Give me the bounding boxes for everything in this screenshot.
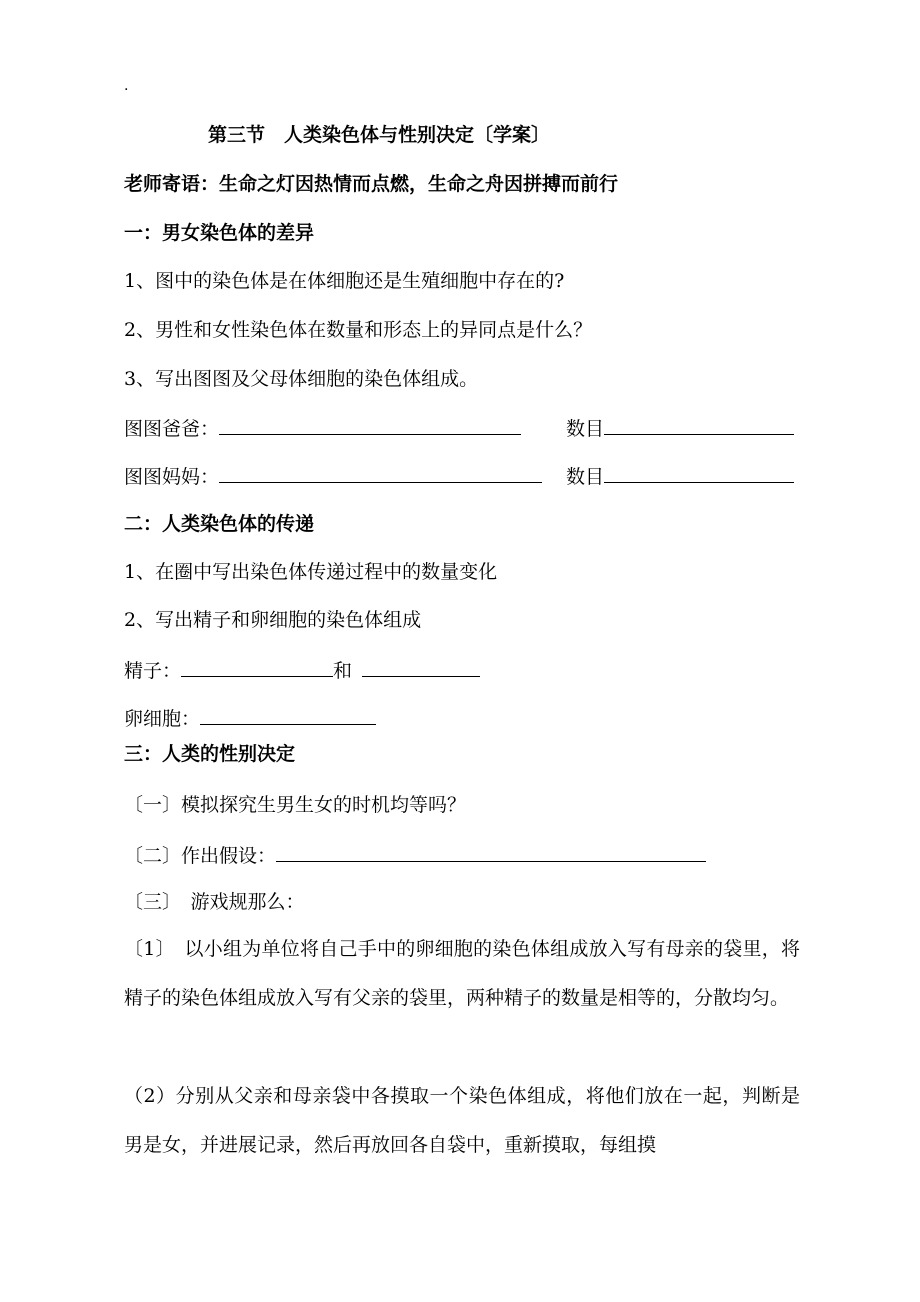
hypothesis-blank[interactable]	[276, 841, 706, 862]
section1-question-3: 3、写出图图及父母体细胞的染色体组成。	[124, 368, 479, 390]
section2-heading: 二：人类染色体的传递	[124, 513, 315, 535]
section1-heading: 一：男女染色体的差异	[124, 222, 315, 244]
egg-row	[124, 704, 376, 732]
section1-question-1: 1、图中的染色体是在体细胞还是生殖细胞中存在的?	[124, 270, 565, 292]
section3-item-2-row	[124, 841, 706, 869]
mom-count-row	[566, 462, 794, 490]
egg-blank[interactable]	[200, 704, 376, 725]
dad-count-row	[566, 414, 794, 442]
sperm-blank-1[interactable]	[181, 656, 333, 677]
sperm-row	[124, 656, 480, 684]
mom-answer-blank[interactable]	[219, 462, 542, 483]
egg-label: 卵细胞：	[124, 708, 201, 730]
page-title: 第三节 人类染色体与性别决定〔学案〕	[208, 124, 551, 146]
section3-heading: 三：人类的性别决定	[124, 743, 296, 765]
dad-count-blank[interactable]	[604, 414, 794, 435]
section3-item-2: 〔二〕作出假设：	[124, 845, 277, 867]
section2-question-1: 1、在圈中写出染色体传递过程中的数量变化	[124, 561, 498, 583]
dad-answer-blank[interactable]	[219, 414, 521, 435]
and-label: 和	[333, 660, 353, 682]
page-dot: .	[124, 78, 129, 94]
mom-count-label: 数目	[566, 466, 605, 488]
sperm-label: 精子：	[124, 660, 182, 682]
dad-row	[124, 414, 521, 442]
mom-row	[124, 462, 542, 490]
dad-count-label: 数目	[566, 418, 605, 440]
teacher-motto: 老师寄语：生命之灯因热情而点燃，生命之舟因拼搏而前行	[124, 173, 619, 195]
rule-2-paragraph: （2）分别从父亲和母亲袋中各摸取一个染色体组成，将他们放在一起，判断是男是女，并进展记录，然后再放回各自袋中，重新摸取，每组摸	[124, 1085, 800, 1156]
sperm-blank-2[interactable]	[362, 656, 480, 677]
rule-1-paragraph: 〔1〕 以小组为单位将自己手中的卵细胞的染色体组成放入写有母亲的袋里，将精子的染色体组成放入写有父亲的袋里，两种精子的数量是相等的，分散均匀。	[124, 938, 800, 1009]
dad-label: 图图爸爸：	[124, 418, 220, 440]
mom-count-blank[interactable]	[604, 462, 794, 483]
section3-item-3: 〔三〕 游戏规那么：	[124, 891, 305, 913]
section3-item-1: 〔一〕模拟探究生男生女的时机均等吗？	[124, 794, 467, 816]
section2-question-2: 2、写出精子和卵细胞的染色体组成	[124, 609, 422, 631]
mom-label: 图图妈妈：	[124, 466, 220, 488]
section1-question-2: 2、男性和女性染色体在数量和形态上的异同点是什么？	[124, 319, 593, 341]
